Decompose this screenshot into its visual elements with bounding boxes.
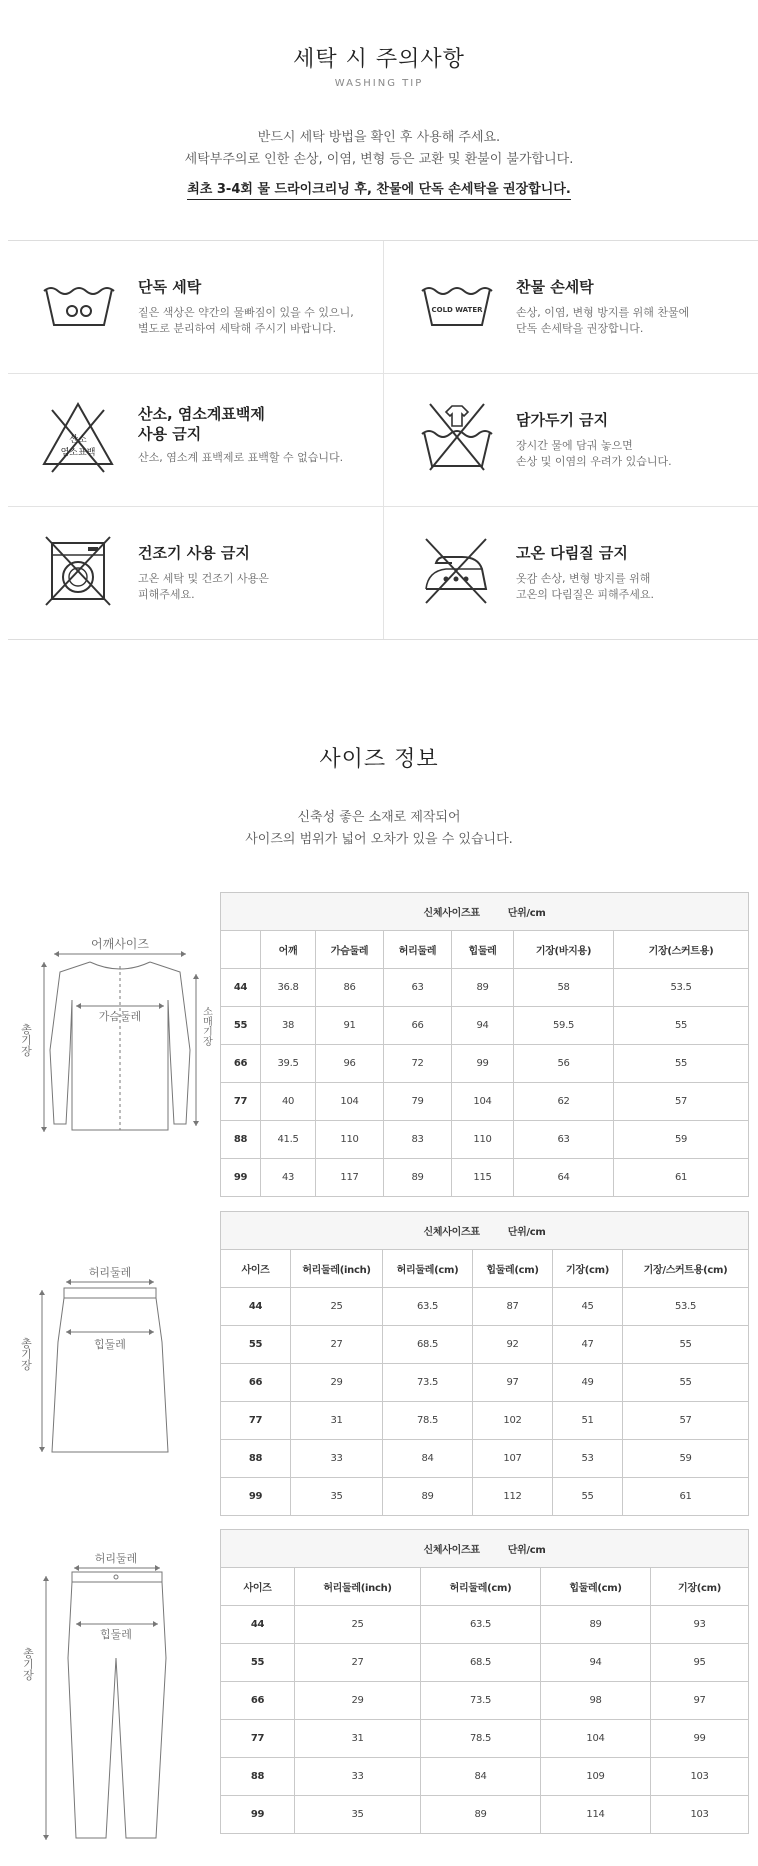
table-cell: 99 <box>651 1720 749 1758</box>
table-cell: 95 <box>651 1644 749 1682</box>
table-header-cell: 힙둘레 <box>452 931 514 969</box>
table-cell: 89 <box>421 1796 541 1834</box>
no-soak-icon <box>416 396 496 476</box>
table-header-cell: 기장(cm) <box>651 1568 749 1606</box>
table-cell: 109 <box>541 1758 651 1796</box>
table-caption <box>221 893 749 931</box>
chest-label: 가슴둘레 <box>98 1010 142 1023</box>
table-cell: 31 <box>291 1402 383 1440</box>
table-cell: 68.5 <box>421 1644 541 1682</box>
size-label-cell: 88 <box>221 1758 295 1796</box>
table-header-cell: 어깨 <box>261 931 316 969</box>
divider <box>383 241 384 639</box>
size-label-cell: 77 <box>221 1083 261 1121</box>
table-cell: 84 <box>421 1758 541 1796</box>
table-cell: 58 <box>514 969 614 1007</box>
size-label-cell: 99 <box>221 1478 291 1516</box>
table-cell: 102 <box>473 1402 553 1440</box>
table-cell: 43 <box>261 1159 316 1197</box>
table-cell: 93 <box>651 1606 749 1644</box>
table-row <box>221 1478 749 1516</box>
table-cell: 63.5 <box>421 1606 541 1644</box>
table-row <box>221 1440 749 1478</box>
pants-diagram <box>10 1548 210 1848</box>
table-cell: 59.5 <box>514 1007 614 1045</box>
table-header-cell <box>221 931 261 969</box>
washing-line-1: 반드시 세탁 방법을 확인 후 사용해 주세요. <box>257 130 501 145</box>
table-cell: 64 <box>514 1159 614 1197</box>
table-cell: 104 <box>541 1720 651 1758</box>
table-cell: 84 <box>383 1440 473 1478</box>
table-row <box>221 1606 749 1644</box>
size-label-cell: 44 <box>221 1606 295 1644</box>
care-desc-line: 고온의 다림질은 피해주세요. <box>516 588 655 601</box>
size-table <box>220 1529 749 1834</box>
table-cell: 68.5 <box>383 1326 473 1364</box>
size-label-cell: 88 <box>221 1121 261 1159</box>
table-cell: 33 <box>295 1758 421 1796</box>
table-cell: 63 <box>514 1121 614 1159</box>
care-title: 산소, 염소계표백제 <box>138 405 265 423</box>
care-title: 고온 다림질 금지 <box>516 544 628 562</box>
table-row <box>221 1121 749 1159</box>
table-cell: 55 <box>623 1326 749 1364</box>
table-row <box>221 1007 749 1045</box>
table-cell: 55 <box>614 1007 749 1045</box>
table-header-cell: 힙둘레(cm) <box>541 1568 651 1606</box>
table-cell: 62 <box>514 1083 614 1121</box>
table-cell: 53.5 <box>623 1288 749 1326</box>
care-item-no-bleach <box>8 374 378 506</box>
size-table <box>220 892 749 1197</box>
table-cell: 110 <box>316 1121 384 1159</box>
table-row <box>221 1644 749 1682</box>
table-cell: 73.5 <box>421 1682 541 1720</box>
table-caption-title: 신체사이즈표 <box>423 1227 480 1238</box>
table-unit: 단위/cm <box>507 1227 546 1238</box>
cold-water-wash-icon <box>416 263 496 343</box>
length-label: 총기장 <box>19 1337 33 1371</box>
table-cell: 57 <box>623 1402 749 1440</box>
table-cell: 40 <box>261 1083 316 1121</box>
sleeve-label: 소매기장 <box>200 1006 212 1046</box>
table-cell: 33 <box>291 1440 383 1478</box>
table-cell: 104 <box>316 1083 384 1121</box>
care-title: 단독 세탁 <box>138 278 202 296</box>
table-cell: 51 <box>553 1402 623 1440</box>
table-cell: 59 <box>623 1440 749 1478</box>
table-cell: 103 <box>651 1758 749 1796</box>
table-cell: 35 <box>295 1796 421 1834</box>
table-row <box>221 1288 749 1326</box>
table-cell: 97 <box>473 1364 553 1402</box>
table-row <box>221 1758 749 1796</box>
svg-text:COLD WATER: COLD WATER <box>431 306 483 314</box>
size-label-cell: 66 <box>221 1045 261 1083</box>
table-cell: 29 <box>291 1364 383 1402</box>
table-cell: 83 <box>384 1121 452 1159</box>
size-info-line-1: 신축성 좋은 소재로 제작되어 <box>297 810 461 825</box>
table-cell: 41.5 <box>261 1121 316 1159</box>
table-cell: 55 <box>614 1045 749 1083</box>
table-header-cell: 가슴둘레 <box>316 931 384 969</box>
table-caption-title: 신체사이즈표 <box>423 908 480 919</box>
washing-title: 세탁 시 주의사항 <box>293 47 465 72</box>
table-cell: 45 <box>553 1288 623 1326</box>
table-cell: 107 <box>473 1440 553 1478</box>
table-row <box>221 1402 749 1440</box>
table-header-cell: 사이즈 <box>221 1568 295 1606</box>
table-cell: 39.5 <box>261 1045 316 1083</box>
table-cell: 55 <box>553 1478 623 1516</box>
size-label-cell: 44 <box>221 1288 291 1326</box>
table-header-cell: 힙둘레(cm) <box>473 1250 553 1288</box>
table-unit: 단위/cm <box>507 1545 546 1556</box>
table-cell: 55 <box>623 1364 749 1402</box>
table-row <box>221 1796 749 1834</box>
table-cell: 66 <box>384 1007 452 1045</box>
size-label-cell: 66 <box>221 1682 295 1720</box>
table-cell: 27 <box>291 1326 383 1364</box>
table-cell: 92 <box>473 1326 553 1364</box>
table-cell: 96 <box>316 1045 384 1083</box>
table-cell: 27 <box>295 1644 421 1682</box>
table-cell: 63 <box>384 969 452 1007</box>
table-cell: 53.5 <box>614 969 749 1007</box>
top-diagram <box>10 930 210 1145</box>
table-header-cell: 사이즈 <box>221 1250 291 1288</box>
svg-text:염소표백: 염소표백 <box>60 448 96 458</box>
waist-label: 허리둘레 <box>94 1552 138 1565</box>
table-cell: 117 <box>316 1159 384 1197</box>
care-desc-line: 옷감 손상, 변형 방지를 위해 <box>516 572 651 585</box>
shoulder-label: 어깨사이즈 <box>91 937 149 951</box>
care-title-line-2: 사용 금지 <box>138 425 202 443</box>
table-cell: 115 <box>452 1159 514 1197</box>
table-cell: 72 <box>384 1045 452 1083</box>
care-desc-line: 별도로 분리하여 세탁해 주시기 바랍니다. <box>138 322 337 335</box>
table-cell: 91 <box>316 1007 384 1045</box>
table-caption-title: 신체사이즈표 <box>423 1545 480 1556</box>
svg-text:산소: 산소 <box>69 435 87 445</box>
size-label-cell: 99 <box>221 1796 295 1834</box>
table-cell: 63.5 <box>383 1288 473 1326</box>
no-ironing-icon <box>416 529 496 609</box>
care-title: 건조기 사용 금지 <box>138 544 250 562</box>
table-header-cell: 허리둘레(inch) <box>295 1568 421 1606</box>
table-header-cell: 기장/스커트용(cm) <box>623 1250 749 1288</box>
table-cell: 56 <box>514 1045 614 1083</box>
care-title: 찬물 손세탁 <box>516 278 594 296</box>
care-desc-line: 짙은 색상은 약간의 물빠짐이 있을 수 있으니, <box>138 306 354 319</box>
table-cell: 29 <box>295 1682 421 1720</box>
table-cell: 104 <box>452 1083 514 1121</box>
table-cell: 79 <box>384 1083 452 1121</box>
size-label-cell: 99 <box>221 1159 261 1197</box>
care-desc-line: 피해주세요. <box>138 588 195 601</box>
table-cell: 25 <box>295 1606 421 1644</box>
care-item-cold-hand-wash <box>386 241 756 373</box>
table-header-cell: 허리둘레 <box>384 931 452 969</box>
table-cell: 97 <box>651 1682 749 1720</box>
table-unit: 단위/cm <box>507 908 546 919</box>
table-row <box>221 1326 749 1364</box>
length-label: 총기장 <box>21 1647 35 1681</box>
table-row <box>221 1682 749 1720</box>
table-row <box>221 1159 749 1197</box>
size-label-cell: 88 <box>221 1440 291 1478</box>
table-cell: 78.5 <box>421 1720 541 1758</box>
table-cell: 87 <box>473 1288 553 1326</box>
table-cell: 61 <box>614 1159 749 1197</box>
hip-label: 힙둘레 <box>94 1338 126 1351</box>
table-row <box>221 1045 749 1083</box>
care-item-no-dryer <box>8 507 378 639</box>
care-title: 담가두기 금지 <box>516 411 609 429</box>
table-cell: 86 <box>316 969 384 1007</box>
no-bleach-icon <box>38 396 118 476</box>
table-row <box>221 1083 749 1121</box>
wash-tub-icon <box>38 263 118 343</box>
table-header-cell: 허리둘레(inch) <box>291 1250 383 1288</box>
care-desc-line: 장시간 물에 담궈 놓으면 <box>516 439 633 452</box>
table-cell: 103 <box>651 1796 749 1834</box>
size-label-cell: 44 <box>221 969 261 1007</box>
care-grid <box>8 240 758 640</box>
care-desc-line: 손상 및 이염의 우려가 있습니다. <box>516 455 672 468</box>
table-cell: 38 <box>261 1007 316 1045</box>
washing-emphasis: 최초 3-4회 물 드라이크리닝 후, 찬물에 단독 손세탁을 권장합니다. <box>187 178 571 200</box>
size-info-title: 사이즈 정보 <box>319 747 439 772</box>
table-cell: 114 <box>541 1796 651 1834</box>
table-row <box>221 1720 749 1758</box>
table-header-cell: 기장(cm) <box>553 1250 623 1288</box>
skirt-diagram <box>10 1262 210 1462</box>
washing-emphasis-wrap <box>0 178 758 200</box>
table-cell: 31 <box>295 1720 421 1758</box>
table-cell: 57 <box>614 1083 749 1121</box>
table-cell: 89 <box>383 1478 473 1516</box>
table-cell: 112 <box>473 1478 553 1516</box>
washing-line-2: 세탁부주의로 인한 손상, 이염, 변형 등은 교환 및 환불이 불가합니다. <box>184 152 574 167</box>
table-cell: 94 <box>541 1644 651 1682</box>
size-label-cell: 55 <box>221 1007 261 1045</box>
size-table <box>220 1211 749 1516</box>
size-label-cell: 77 <box>221 1402 291 1440</box>
size-label-cell: 66 <box>221 1364 291 1402</box>
table-cell: 110 <box>452 1121 514 1159</box>
washing-subtitle: WASHING TIP <box>334 78 424 89</box>
table-cell: 89 <box>384 1159 452 1197</box>
table-header-cell: 기장(바지용) <box>514 931 614 969</box>
size-label-cell: 77 <box>221 1720 295 1758</box>
table-cell: 49 <box>553 1364 623 1402</box>
table-cell: 36.8 <box>261 969 316 1007</box>
table-cell: 61 <box>623 1478 749 1516</box>
table-cell: 35 <box>291 1478 383 1516</box>
size-label-cell: 55 <box>221 1644 295 1682</box>
care-desc-line: 고온 세탁 및 건조기 사용은 <box>138 572 269 585</box>
table-cell: 47 <box>553 1326 623 1364</box>
table-row <box>221 1364 749 1402</box>
table-cell: 25 <box>291 1288 383 1326</box>
table-cell: 73.5 <box>383 1364 473 1402</box>
table-cell: 53 <box>553 1440 623 1478</box>
care-desc-line: 산소, 염소계 표백제로 표백할 수 없습니다. <box>138 451 344 464</box>
table-caption <box>221 1530 749 1568</box>
care-desc-line: 단독 손세탁을 권장합니다. <box>516 322 644 335</box>
size-info-line-2: 사이즈의 범위가 넓어 오차가 있을 수 있습니다. <box>245 832 513 847</box>
care-item-no-soak <box>386 374 756 506</box>
table-cell: 99 <box>452 1045 514 1083</box>
table-cell: 89 <box>541 1606 651 1644</box>
table-cell: 98 <box>541 1682 651 1720</box>
table-caption <box>221 1212 749 1250</box>
care-item-separate-wash <box>8 241 378 373</box>
hip-label: 힙둘레 <box>100 1628 132 1641</box>
waist-label: 허리둘레 <box>88 1266 132 1279</box>
care-item-no-ironing <box>386 507 756 639</box>
size-label-cell: 55 <box>221 1326 291 1364</box>
table-cell: 78.5 <box>383 1402 473 1440</box>
table-cell: 59 <box>614 1121 749 1159</box>
length-label: 총기장 <box>19 1023 33 1057</box>
care-desc-line: 손상, 이염, 변형 방지를 위해 찬물에 <box>516 306 690 319</box>
table-header-cell: 허리둘레(cm) <box>421 1568 541 1606</box>
table-cell: 94 <box>452 1007 514 1045</box>
table-header-cell: 허리둘레(cm) <box>383 1250 473 1288</box>
table-cell: 89 <box>452 969 514 1007</box>
table-header-cell: 기장(스커트용) <box>614 931 749 969</box>
no-dryer-icon <box>38 529 118 609</box>
table-row <box>221 969 749 1007</box>
